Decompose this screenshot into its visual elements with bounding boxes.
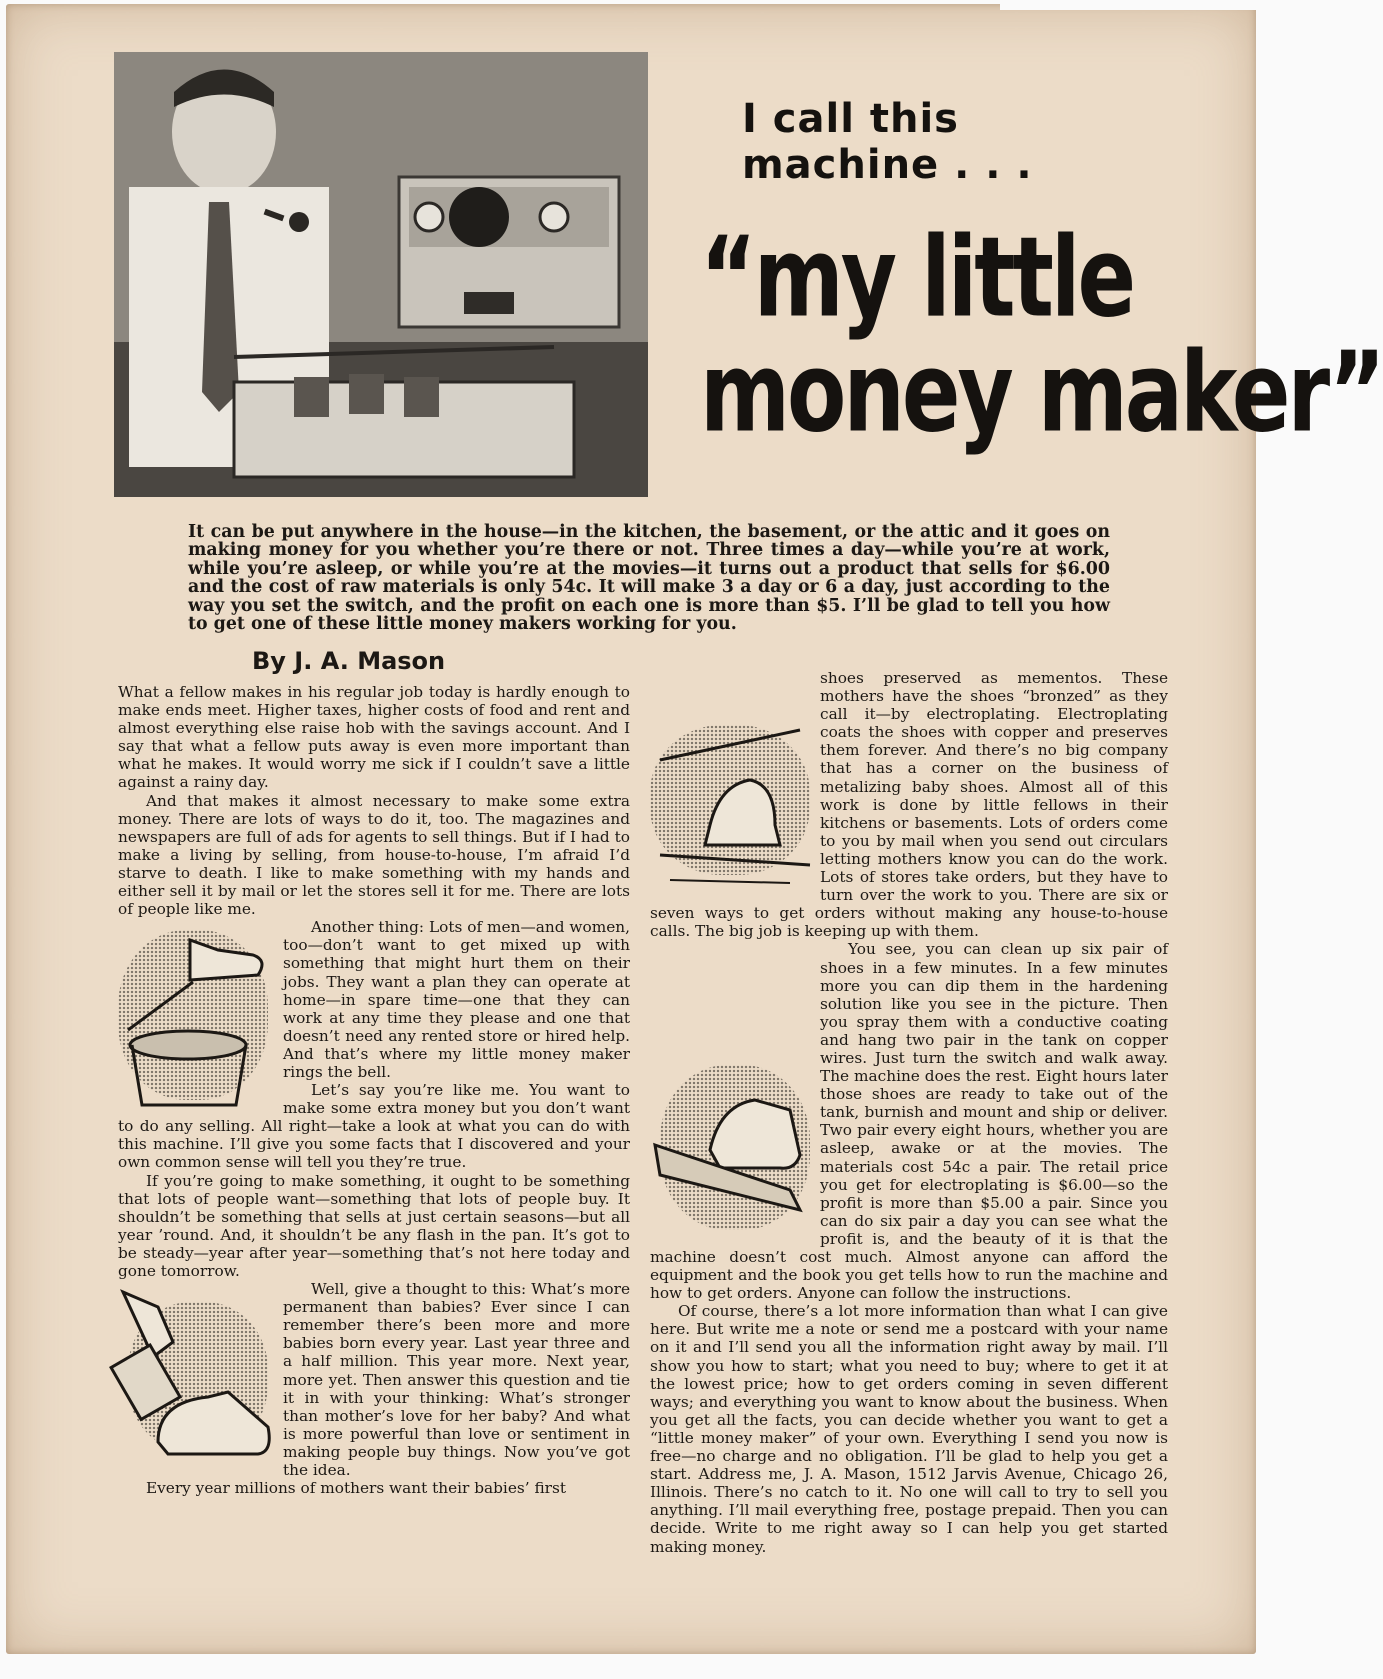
machine-photo xyxy=(114,52,648,497)
machine-photo-drawing xyxy=(114,52,648,497)
headline-quote xyxy=(700,213,1383,457)
col1-paragraph-5: If you’re going to make something, it ought to be something that lots of people want—something that lots of people buy. It shouldn’t be something that sells at just certain seasons—but all year ’round. And, it shouldn’t be any flash in the pan. It’s got to be steady—year after year—something that’s not here today and gone tomorrow. xyxy=(118,1171,630,1280)
col1-paragraph-2: And that makes it almost necessary to make some extra money. There are lots of ways to do it, too. The magazines and newspapers are full of ads for agents to sell things. But if I had to make a living by selling, from house-to-house, I’m afraid I’d starve to death. I like to make something with my hands and either sell it by mail or let the stores sell it for me. There are lots of people like me. xyxy=(118,791,630,919)
headline-intro xyxy=(742,96,1033,188)
spray-shoe-illustration xyxy=(118,1282,273,1462)
col2-paragraph-1: shoes preserved as mementos. These mothers have the shoes “bronzed” as they call it—by electroplating. Electroplating coats the shoes with copper and preserves them forever. And there’s no big company that has a corner on the business of metalizing baby shoes. Almost all of this work is done by little fellows in their kitchens or basements. Lots of orders come to you by mail when you send out circulars letting mothers know you can do the work. Lots of stores take orders, but they have to turn over the work to you. There are six or seven ways to get orders without making any house-to-house calls. The big job is keeping up with them. xyxy=(650,669,1168,941)
headline-quote-1: “my little xyxy=(700,213,1134,342)
headline-line-1: I call this xyxy=(742,96,959,142)
hang-shoe-illustration xyxy=(650,705,810,885)
col2-paragraph-3: Of course, there’s a lot more information than what I can give here. But write me a note or send me a postcard with your name on it and I’ll send you all the information right away by mail. I’ll show you how to start; what you need to buy; where to get it at the lowest price; how to get orders coming in seven different ways; and everything you want to know about the business. When you get all the facts, you can decide whether you want to get a “little money maker” of your own. Everything I send you now is free—no charge and no obligation. I’ll be glad to help you get a start. Address me, J. A. Mason, 1512 Jarvis Avenue, Chicago 26, Illinois. There’s no catch to it. No one will call to try to sell you anything. I’ll mail everything free, postage prepaid. Then you can decide. Write to me right away so I can help you get started making money. xyxy=(650,1302,1168,1556)
col1-paragraph-1: What a fellow makes in his regular job today is hardly enough to make ends meet. Higher taxes, higher costs of food and rent and almost everything else raise hob with the savings account. And I say that what a fellow puts away is even more important than what he makes. It would worry me sick if I couldn’t save a little against a rainy day. xyxy=(118,683,630,792)
article-column-2 xyxy=(650,669,1168,1556)
article-column-1 xyxy=(118,683,630,1497)
intro-paragraph: It can be put anywhere in the house—in the kitchen, the basement, or the attic and it goes on making money for you whether you’re there or not. Three times a day—while you’re at work, while you’re asleep, or while you’re at the movies—it turns out a product that sells for $6.00 and the cost of raw materials is only 54c. It will make 3 a day or 6 a day, just according to the way you set the switch, and the profit on each one is more than $5. I’ll be glad to tell you how to get one of these little money makers working for you. xyxy=(188,522,1110,635)
col1-paragraph-7: Every year millions of mothers want their babies’ first xyxy=(146,1479,566,1498)
dip-shoe-illustration xyxy=(118,920,273,1108)
headline-quote-2: money maker” xyxy=(700,328,1383,457)
tank-shoe-illustration xyxy=(650,1060,810,1235)
headline-line-2: machine . . . xyxy=(742,142,1033,188)
byline: By J. A. Mason xyxy=(252,647,446,675)
col2-paragraph-2: You see, you can clean up six pair of shoes in a few minutes. In a few minutes more you can dip them in the hardening solution like you see in the picture. Then you spray them with a conductive coating and hang two pair in the tank on copper wires. Just turn the switch and walk away. The machine does the rest. Eight hours later those shoes are ready to take out of the tank, burnish and mount and ship or deliver. Two pair every eight hours, whether you are asleep, awake or at the movies. The materials cost 54c a pair. The retail price you get for electroplating is $6.00—so the profit is more than $5.00 a pair. Since you can do six pair a day you can see what the profit is, and the beauty of it is that the machine doesn’t cost much. Almost anyone can afford the equipment and the book you get tells how to run the machine and how to get orders. Anyone can follow the instructions. xyxy=(650,940,1168,1303)
col1-paragraph-6: Well, give a thought to this: What’s more permanent than babies? Ever since I can remember there’s been more and more babies born every year. Last year three and a half million. This year more. Next year, more yet. Then answer this question and tie it in with your thinking: What’s stronger than mother’s love for her baby? And what is more powerful than love or sentiment in making people buy things. Now you’ve got the idea. xyxy=(283,1280,630,1480)
col1-paragraph-3: Another thing: Lots of men—and women, too—don’t want to get mixed up with something that might hurt them on their jobs. They want a plan they can operate at home—in spare time—one that they can work at any time they please and one that doesn’t need any rented store or hired help. And that’s where my little money maker rings the bell. xyxy=(283,918,630,1081)
col1-paragraph-4: Let’s say you’re like me. You want to make some extra money but you don’t want to do any selling. All right—take a look at what you can do with this machine. I’ll give you some facts that I discovered and your own common sense will tell you they’re true. xyxy=(118,1081,630,1172)
page-tear xyxy=(1000,0,1272,10)
